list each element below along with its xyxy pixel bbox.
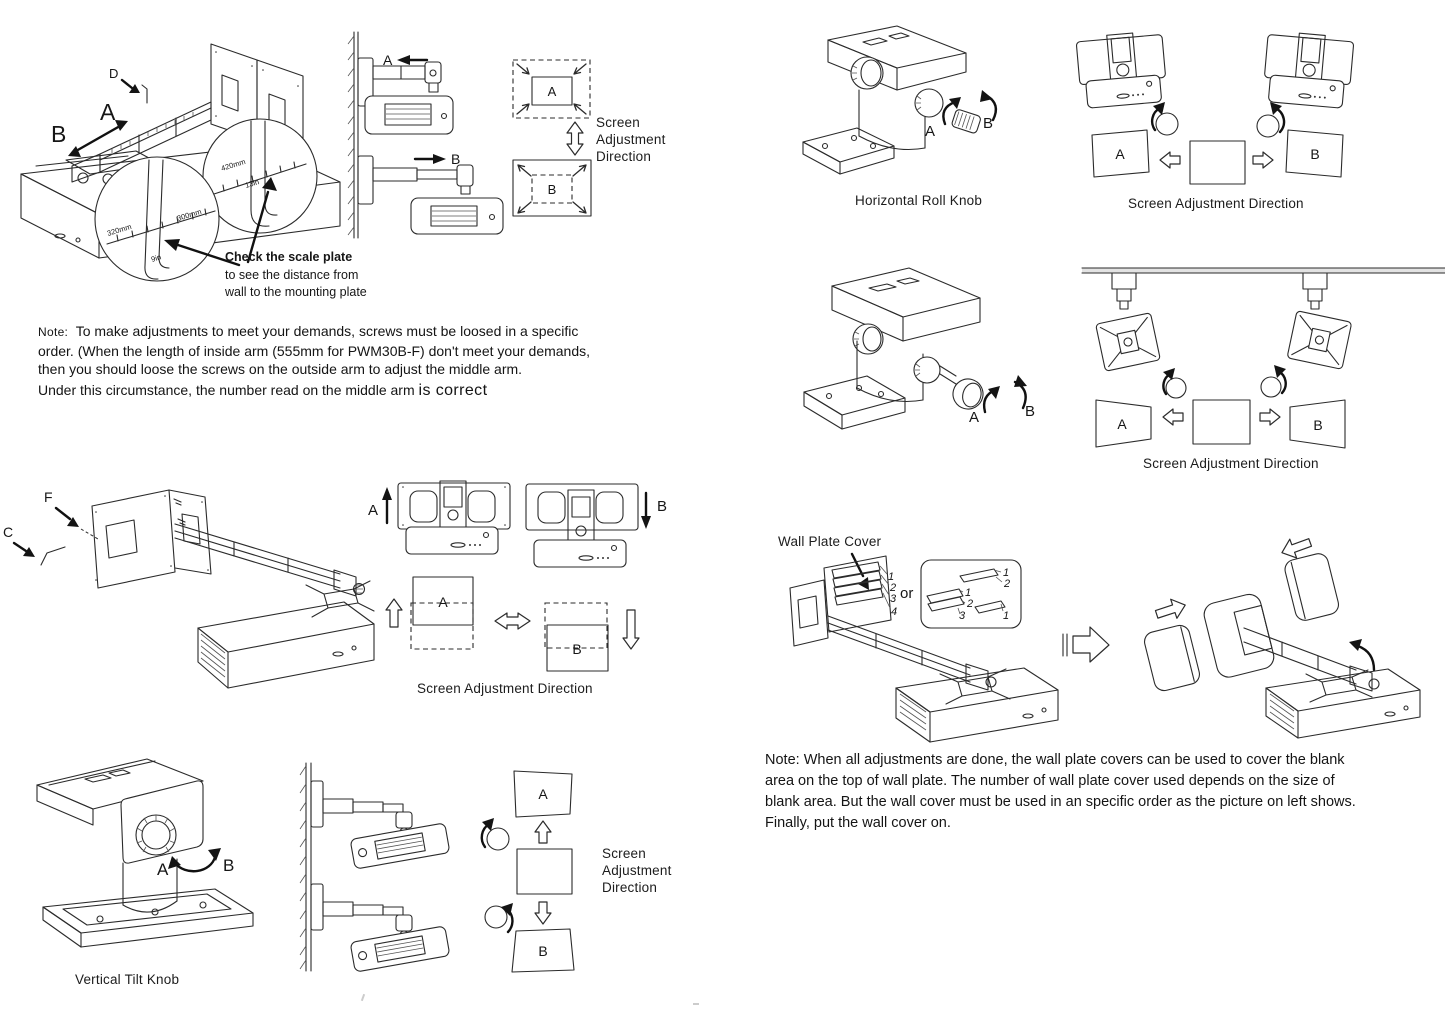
piece-number: 2 [1004,578,1011,590]
horizontal-roll-knob-diagram [797,24,1012,186]
piece-number: 2 [967,598,974,610]
scale-callout-line3: wall to the mounting plate [225,285,367,299]
horizontal-roll-knob-caption: Horizontal Roll Knob [855,193,983,208]
piece-number: 3 [959,610,966,622]
label-a: A [100,99,116,125]
cover-number-1: 1 [888,571,895,583]
screen-b-label: B [547,182,557,197]
label-b: B [657,498,668,515]
cover-number-2: 2 [890,582,897,594]
note-line1: To make adjustments to meet your demands, screws must be loosed in a specific [75,323,579,339]
roll-screens-diagram [1065,26,1365,194]
wall-plate-cover-diagram [772,530,1118,752]
scan-artifact [361,994,365,1001]
piece-number: 1 [1003,567,1010,579]
screen-a-label: A [547,84,557,99]
label-a: A [157,860,169,879]
scale-callout-line1: Check the scale plate [225,250,353,264]
scale-right-in: 13in [243,177,261,190]
label-a: A [925,123,936,140]
label-b: B [223,856,235,875]
label-b: B [451,151,461,167]
screen-b-label: B [572,641,582,657]
screen-size-diagram [505,55,600,225]
vertical-tilt-knob-caption: Vertical Tilt Knob [75,972,180,987]
label-a: A [383,52,393,68]
scan-artifact [693,1003,699,1005]
screen-adjustment-caption-top: Screen Adjustment Direction [596,115,666,164]
or-label: or [900,585,914,602]
screen-a-label: A [1117,416,1127,432]
label-b: B [51,121,67,147]
label-c: C [3,524,14,540]
note-line2: order. (When the length of inside arm (555mm for PWM30B-F) don't meet your demands, [38,342,591,359]
vertical-tilt-knob-diagram [25,757,310,969]
scale-callout [225,249,367,302]
note-cover-line4: Finally, put the wall cover on. [765,815,951,831]
cover-final-diagram [1122,530,1445,748]
scale-left-in: 9in [149,252,163,264]
label-a: A [368,502,379,519]
screen-adjustment-caption-topright: Screen Adjustment Direction [1128,196,1304,211]
cover-number-3: 3 [890,593,897,605]
screen-a-label: A [1115,146,1125,162]
screen-adjustment-caption-midright: Screen Adjustment Direction [1143,456,1319,471]
label-d: D [109,66,119,81]
note-line3: then you should loose the screws on the outside arm to adjust the middle arm. [38,361,523,377]
screen-b-label: B [538,943,548,959]
arm-screw-diagram [2,482,382,697]
screen-b-label: B [1310,146,1320,162]
note-label: Note: [38,325,69,339]
height-adjust-diagram [362,477,688,701]
note-line4-emphasis: is correct [418,381,488,399]
scale-callout-line2: to see the distance from [225,267,359,282]
screen-adjustment-caption-bottom: Screen Adjustment Direction [602,846,672,895]
piece-number: 1 [965,587,972,599]
ceiling-mount-diagram [1082,260,1445,478]
screen-b-label: B [1313,417,1323,433]
note-cover-line1: When all adjustments are done, the wall plate covers can be used to cover the blank [803,752,1345,768]
scale-left-mm: 320mm [105,221,133,238]
label-b: B [1025,403,1036,420]
scale-right-mm: 420mm [219,156,247,173]
note-line4: Under this circumstance, the number read on the middle arm [38,381,419,398]
piece-number: 1 [1003,610,1010,622]
wall-side-view-diagram [345,28,507,243]
note-adjustments [38,322,590,400]
note-cover [765,750,1356,834]
label-b: B [983,115,994,132]
wall-plate-cover-caption: Wall Plate Cover [778,534,882,549]
label-a: A [969,409,980,426]
note-cover-label: Note: [765,752,800,768]
roll-knob-extended-diagram [797,262,1047,474]
note-cover-line3: blank area. But the wall cover must be used in an specific order as the picture on left shows. [765,794,1356,810]
cover-number-4: 4 [891,606,898,618]
screen-adjustment-caption-mid: Screen Adjustment Direction [417,681,593,696]
note-cover-line2: area on the top of wall plate. The number of wall plate cover used depends on the size of [765,773,1335,789]
screen-a-label: A [538,786,548,802]
label-f: F [44,489,53,505]
screen-a-label: A [438,594,448,610]
scale-left-top: 300mm [175,206,203,223]
